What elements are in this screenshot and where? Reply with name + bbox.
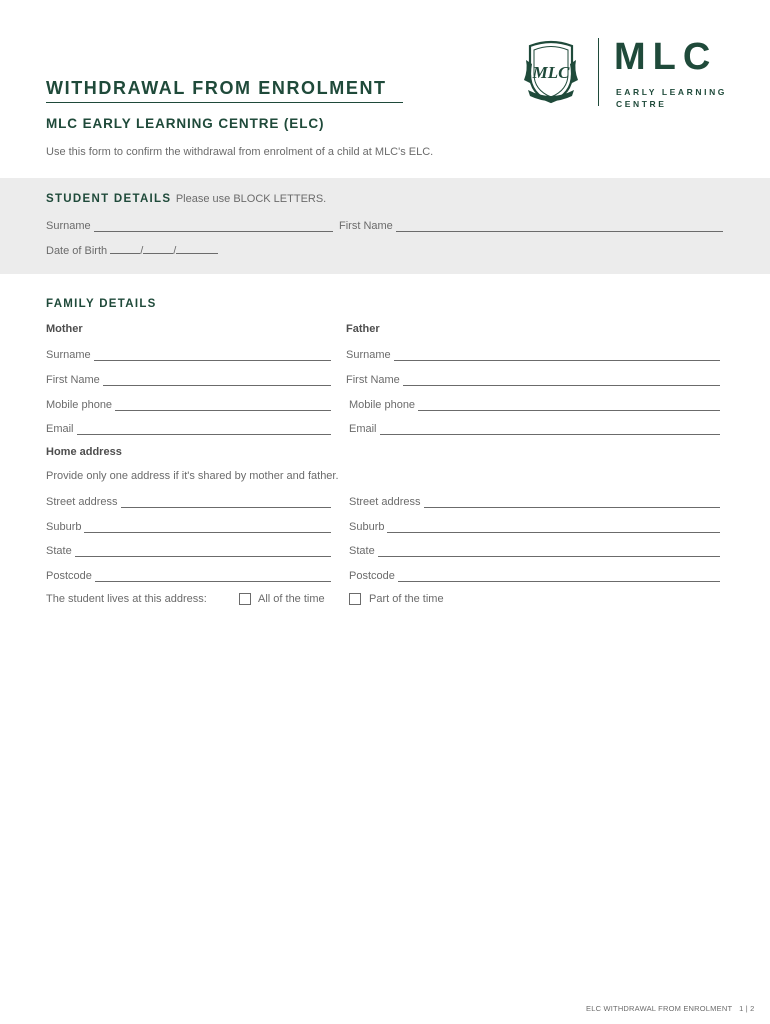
home-right-street-field[interactable] — [349, 494, 720, 508]
state-label: State — [46, 545, 72, 557]
date-of-birth-field[interactable] — [46, 243, 218, 257]
footer-title: ELC WITHDRAWAL FROM ENROLMENT — [586, 1004, 733, 1013]
all-of-the-time-label: All of the time — [258, 593, 325, 605]
student-details-title: STUDENT DETAILS — [46, 193, 172, 205]
home-left-suburb-field[interactable] — [46, 519, 331, 533]
mother-email-field[interactable] — [46, 421, 331, 435]
street-address-label: Street address — [349, 496, 421, 508]
part-of-the-time-checkbox[interactable] — [349, 593, 361, 605]
title-underline — [46, 102, 403, 103]
dob-day-line[interactable] — [110, 243, 140, 254]
student-surname-line[interactable] — [94, 221, 333, 232]
mother-mobile-line[interactable] — [115, 400, 331, 411]
postcode-line[interactable] — [95, 571, 331, 582]
student-first-name-line[interactable] — [396, 221, 723, 232]
postcode-label: Postcode — [349, 570, 395, 582]
mother-surname-field[interactable] — [46, 347, 331, 361]
student-surname-label: Surname — [46, 220, 91, 232]
form-title: WITHDRAWAL FROM ENROLMENT — [46, 78, 387, 98]
all-of-the-time-checkbox[interactable] — [239, 593, 251, 605]
postcode-line[interactable] — [398, 571, 720, 582]
home-left-street-field[interactable] — [46, 494, 331, 508]
dob-separator: / — [140, 245, 144, 257]
father-email-line[interactable] — [380, 424, 720, 435]
logo-divider — [598, 38, 599, 106]
mother-surname-line[interactable] — [94, 350, 331, 361]
father-mobile-label: Mobile phone — [349, 399, 416, 411]
home-right-suburb-field[interactable] — [349, 519, 720, 533]
student-first-name-field[interactable] — [339, 218, 723, 232]
mother-email-label: Email — [46, 423, 74, 435]
street-address-label: Street address — [46, 496, 118, 508]
postcode-label: Postcode — [46, 570, 92, 582]
dob-separator: / — [173, 245, 177, 257]
father-surname-field[interactable] — [346, 347, 720, 361]
part-of-the-time-label: Part of the time — [369, 593, 444, 605]
logo-tagline: EARLY LEARNING CENTRE — [616, 87, 728, 109]
father-mobile-line[interactable] — [418, 400, 720, 411]
home-left-postcode-field[interactable] — [46, 568, 331, 582]
home-address-note: Provide only one address if it's shared by mother and father. — [46, 470, 339, 482]
mother-mobile-field[interactable] — [46, 397, 331, 411]
student-details-heading — [46, 193, 326, 205]
father-mobile-field[interactable] — [349, 397, 720, 411]
family-details-heading: FAMILY DETAILS — [46, 298, 157, 310]
state-line[interactable] — [75, 546, 331, 557]
state-line[interactable] — [378, 546, 720, 557]
suburb-line[interactable] — [387, 522, 720, 533]
father-email-field[interactable] — [349, 421, 720, 435]
dob-month-line[interactable] — [143, 243, 173, 254]
mother-first-name-line[interactable] — [103, 375, 331, 386]
block-letters-note: Please use BLOCK LETTERS. — [175, 193, 327, 205]
home-right-postcode-field[interactable] — [349, 568, 720, 582]
mother-email-line[interactable] — [77, 424, 331, 435]
form-intro: Use this form to confirm the withdrawal from enrolment of a child at MLC's ELC. — [46, 146, 434, 158]
dob-year-line[interactable] — [176, 243, 218, 254]
page-number: 1 | 2 — [739, 1004, 755, 1013]
father-first-name-line[interactable] — [403, 375, 720, 386]
street-address-line[interactable] — [424, 497, 720, 508]
suburb-line[interactable] — [84, 522, 331, 533]
lives-at-address-label: The student lives at this address: — [46, 593, 207, 605]
svg-text:MLC: MLC — [532, 63, 570, 82]
mother-surname-label: Surname — [46, 349, 91, 361]
state-label: State — [349, 545, 375, 557]
logo-wordmark: MLC — [614, 36, 718, 78]
father-first-name-field[interactable] — [346, 372, 720, 386]
home-address-heading: Home address — [46, 446, 122, 458]
mother-heading: Mother — [46, 323, 83, 335]
father-surname-label: Surname — [346, 349, 391, 361]
father-surname-line[interactable] — [394, 350, 720, 361]
form-subtitle: MLC EARLY LEARNING CENTRE (ELC) — [46, 116, 325, 131]
school-crest-icon — [522, 40, 580, 106]
suburb-label: Suburb — [349, 521, 385, 533]
home-left-state-field[interactable] — [46, 543, 331, 557]
mother-mobile-label: Mobile phone — [46, 399, 113, 411]
father-email-label: Email — [349, 423, 377, 435]
student-surname-field[interactable] — [46, 218, 333, 232]
father-first-name-label: First Name — [346, 374, 400, 386]
mother-first-name-label: First Name — [46, 374, 100, 386]
mother-first-name-field[interactable] — [46, 372, 331, 386]
home-right-state-field[interactable] — [349, 543, 720, 557]
student-first-name-label: First Name — [339, 220, 393, 232]
street-address-line[interactable] — [121, 497, 331, 508]
suburb-label: Suburb — [46, 521, 82, 533]
dob-label: Date of Birth — [46, 245, 108, 257]
father-heading: Father — [346, 323, 380, 335]
page-footer — [586, 1004, 755, 1013]
